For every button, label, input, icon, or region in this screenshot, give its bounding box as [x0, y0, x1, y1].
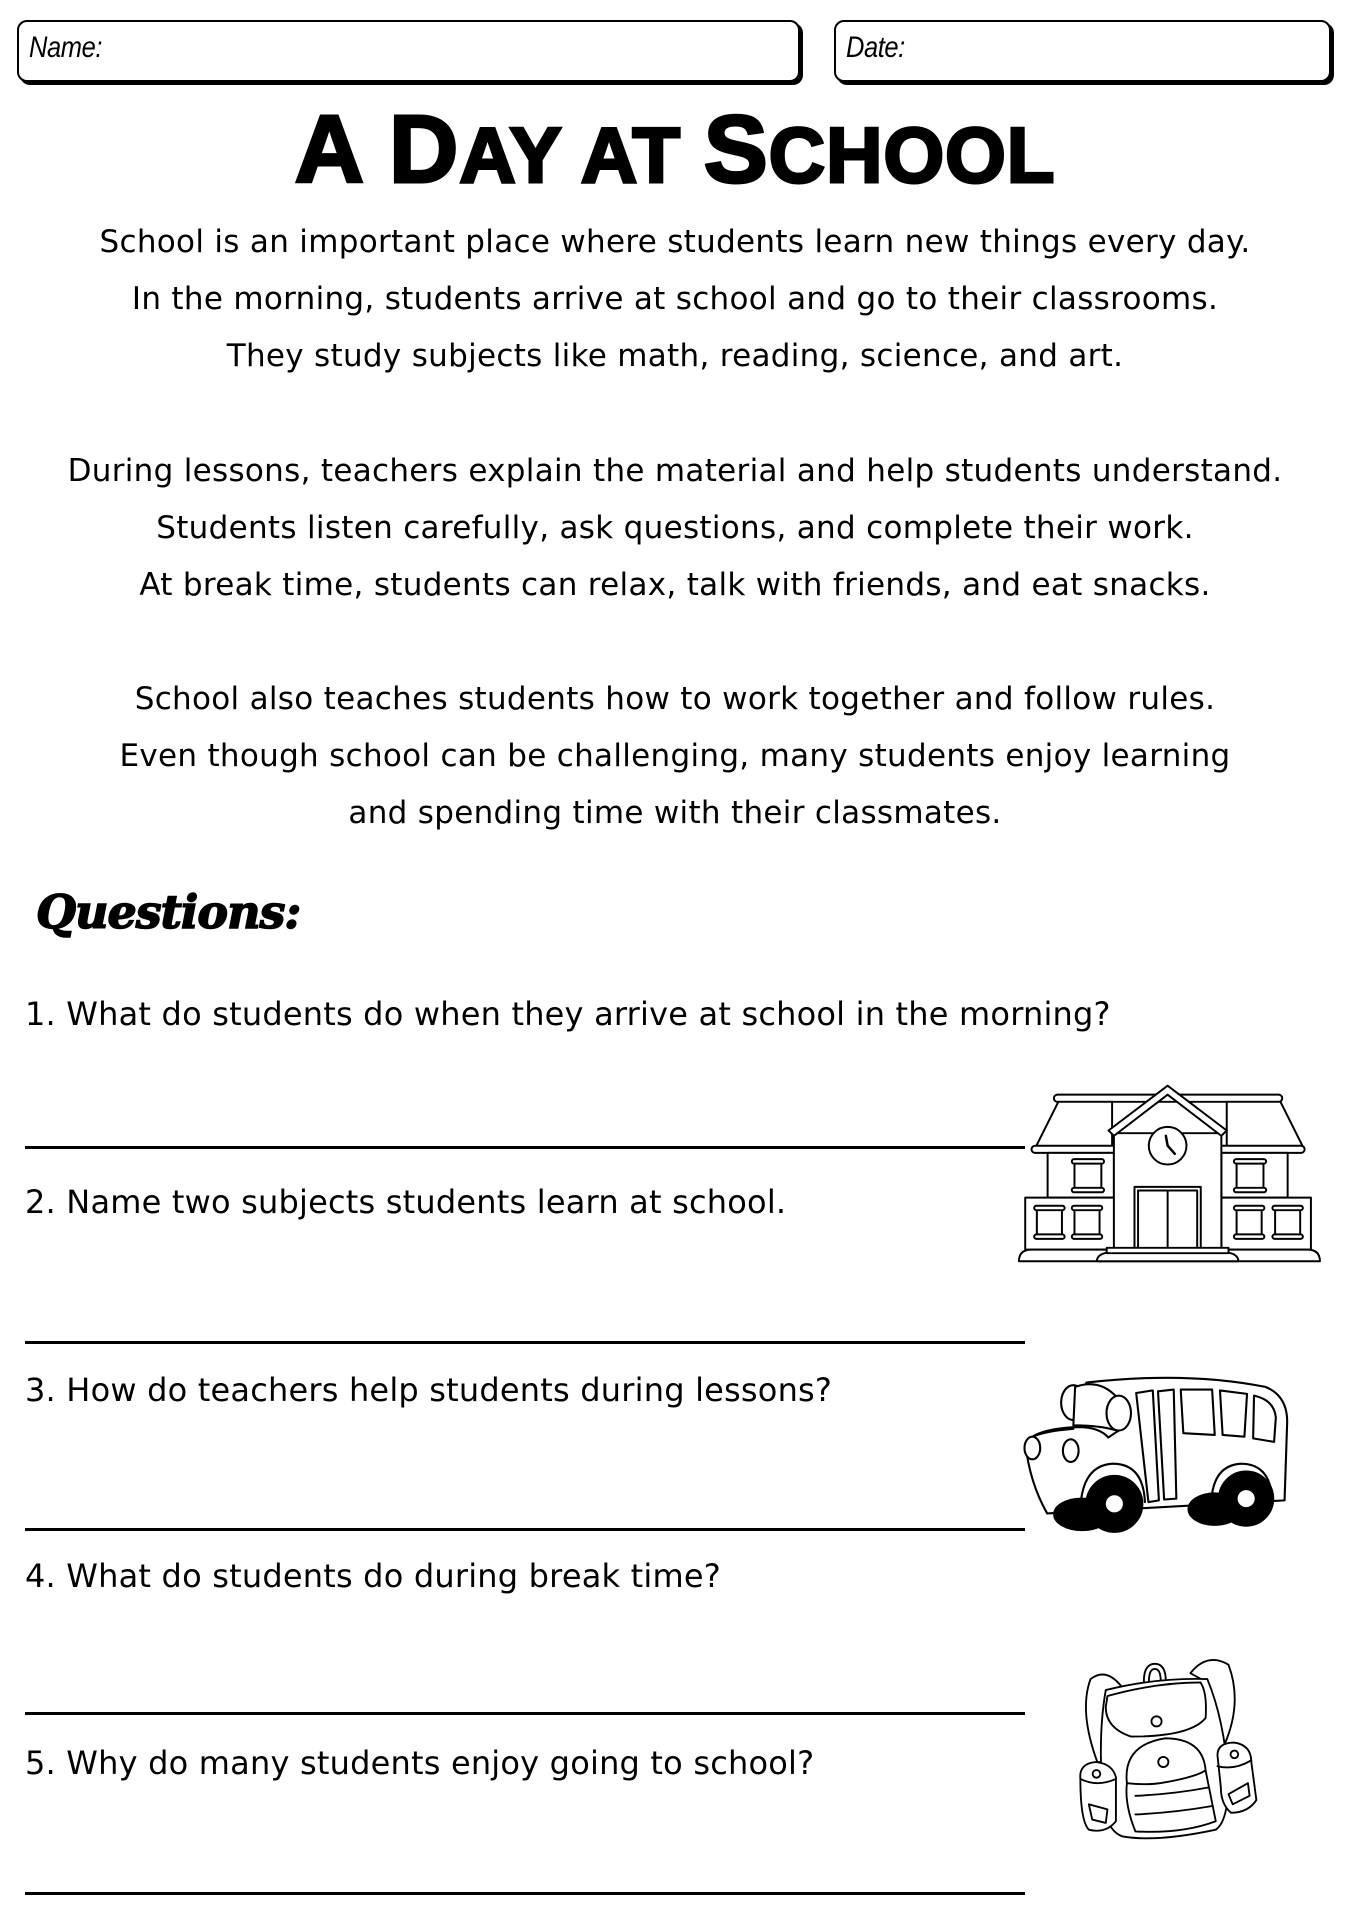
question-1: 1. What do students do when they arrive at school in the morning? — [25, 995, 1111, 1033]
answer-line-5[interactable] — [25, 1892, 1025, 1895]
answer-line-3[interactable] — [25, 1528, 1025, 1531]
question-3: 3. How do teachers help students during lessons? — [25, 1371, 833, 1409]
question-2: 2. Name two subjects students learn at school. — [25, 1183, 787, 1221]
passage-paragraph-2 — [0, 443, 1350, 614]
school-bus-icon — [1010, 1352, 1320, 1544]
passage-line: Even though school can be challenging, many students enjoy learning — [119, 738, 1231, 774]
name-field[interactable] — [17, 20, 800, 82]
answer-line-4[interactable] — [25, 1712, 1025, 1715]
passage-line: In the morning, students arrive at school and go to their classrooms. — [131, 281, 1219, 317]
passage-line: and spending time with their classmates. — [348, 795, 1002, 831]
passage-line: They study subjects like math, reading, science, and art. — [226, 338, 1124, 374]
name-label: Name: — [29, 31, 102, 64]
passage-line: School also teaches students how to work together and follow rules. — [134, 681, 1216, 717]
title-text-ay-at: AY AT — [459, 111, 704, 199]
passage-line: School is an important place where students learn new things every day. — [99, 224, 1251, 260]
question-4: 4. What do students do during break time? — [25, 1557, 721, 1595]
passage-paragraph-3 — [0, 671, 1350, 842]
worksheet-title — [0, 96, 1350, 205]
questions-heading: Questions: — [36, 885, 301, 939]
school-building-icon — [1008, 1066, 1338, 1272]
passage-paragraph-1 — [0, 214, 1350, 385]
question-5: 5. Why do many students enjoy going to school? — [25, 1744, 815, 1782]
backpack-icon — [1055, 1652, 1275, 1872]
passage-line: Students listen carefully, ask questions, and complete their work. — [156, 510, 1194, 546]
answer-line-2[interactable] — [25, 1341, 1025, 1344]
date-field[interactable] — [834, 20, 1331, 82]
date-label: Date: — [846, 31, 905, 64]
title-text-a: A D — [294, 96, 460, 203]
passage-line: During lessons, teachers explain the material and help students understand. — [67, 453, 1283, 489]
title-text-s: S — [703, 96, 769, 203]
passage-line: At break time, students can relax, talk with friends, and eat snacks. — [139, 567, 1211, 603]
answer-line-1[interactable] — [25, 1146, 1025, 1149]
title-text-chool: CHOOL — [768, 111, 1056, 199]
